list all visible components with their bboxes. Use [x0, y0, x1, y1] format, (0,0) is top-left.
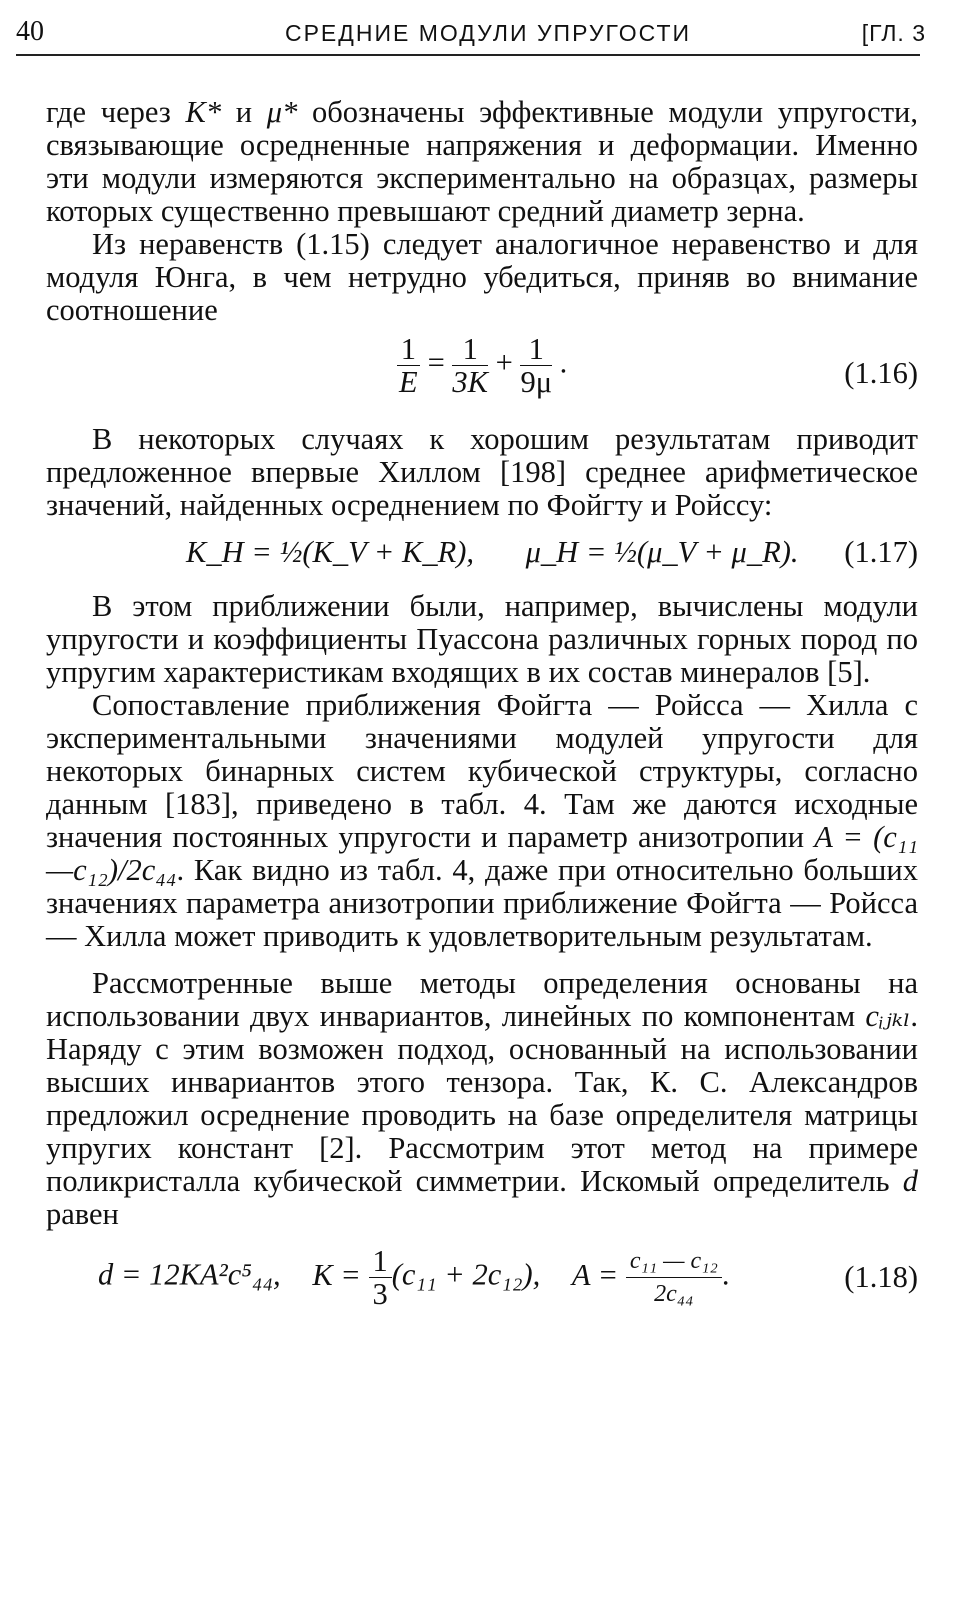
cijkl-symbol: cᵢⱼₖₗ — [865, 999, 911, 1033]
paragraph-3: В некоторых случаях к хорошим результатам приводит предложенное впервые Хиллом [198] среднее арифметическое значений, найденных осреднением по Фойгту и Ройссу: — [46, 422, 918, 522]
equation-number: (1.16) — [844, 356, 918, 390]
paragraph-5: Сопоставление приближения Фойгта — Ройсса — Хилла с экспериментальными значениями модулей упругости для некоторых бинарных систем кубической структуры, согласно данным [183], приведено в табл. 4. Там же даются исходные значения постоянных упругости и параметр анизотропии A = (c₁₁—c₁₂)/2c₄₄. Как видно из табл. 4, даже при относительно больших значениях параметра анизотропии приближение Фойгта — Ройсса — Хилла может приводить к удовлетворительным результатам. — [46, 688, 918, 953]
equation-1-16: $\frac{1}{E}$ = $\frac{1}{3K}$ + $\frac{1}{9\mu}$ . (1.16) — [46, 333, 918, 415]
fraction-anisotropy: $\frac{\text{c₁₁ — c₁₂}}{\text{2c₄₄}}$ — [626, 1245, 722, 1310]
anisotropy-formula: A = (c₁₁—c₁₂)/2c₄₄ — [46, 820, 918, 887]
fraction-1-over-3: $\frac{1}{3}$ — [369, 1245, 392, 1310]
running-title: СРЕДНИЕ МОДУЛИ УПРУГОСТИ — [284, 20, 692, 46]
paragraph-6: Рассмотренные выше методы определения основаны на использовании двух инвариантов, линейных по компонентам cᵢⱼₖₗ. Наряду с этим возможен подход, основанный на использовании высших инвариантов этого тензора. Так, К. С. Александров предложил осреднение проводить на базе определителя матрицы упругих констант [2]. Рассмотрим этот метод на примере поликристалла кубической симметрии. Искомый определитель d равен — [46, 966, 918, 1231]
determinant-formula: d = 12KA²c⁵₄₄, — [98, 1257, 281, 1292]
equation-1-18: d = 12KA²c⁵₄₄, K = $\frac{1}{3}$ (c₁₁ + 2c₁₂), A = $\frac{\text{c₁₁ — c₁₂}}{\text{2c₄₄}}$ . (1.18) — [98, 1244, 918, 1311]
chapter-marker: [ГЛ. 3 — [861, 20, 926, 46]
k-star-symbol: K* — [185, 95, 222, 129]
hill-shear-formula: μ_H = ½(μ_V + μ_R). — [525, 535, 799, 569]
paragraph-1: где через K* и μ* обозначены эффективные модули упругости, связывающие осредненные напряжения и деформации. Именно эти модули измеряются экспериментально на образцах, размеры которых существенно превышают средний диаметр зерна. — [46, 95, 918, 228]
fraction-1-over-E: $\frac{1}{E}$ — [397, 333, 420, 398]
fraction-1-over-3K: $\frac{1}{3K}$ — [452, 332, 488, 399]
hill-bulk-formula: K_H = ½(K_V + K_R), — [186, 535, 474, 569]
page-number: 40 — [16, 16, 44, 47]
mu-star-symbol: μ* — [266, 95, 298, 129]
d-symbol: d — [902, 1164, 918, 1198]
equation-number: (1.17) — [844, 535, 918, 569]
page-body — [46, 96, 918, 1325]
equation-number: (1.18) — [844, 1260, 918, 1294]
fraction-1-over-9mu: $\frac{1}{9\mu}$ — [520, 332, 553, 399]
paragraph-4: В этом приближении были, например, вычислены модули упругости и коэффициенты Пуассона различных горных пород по упругим характеристикам входящих в их состав минералов [5]. — [46, 589, 918, 689]
equation-1-17 — [46, 530, 918, 578]
paragraph-2: Из неравенств (1.15) следует аналогичное неравенство и для модуля Юнга, в чем нетрудно убедиться, приняв во внимание соотношение — [46, 227, 918, 327]
running-header — [16, 14, 926, 56]
